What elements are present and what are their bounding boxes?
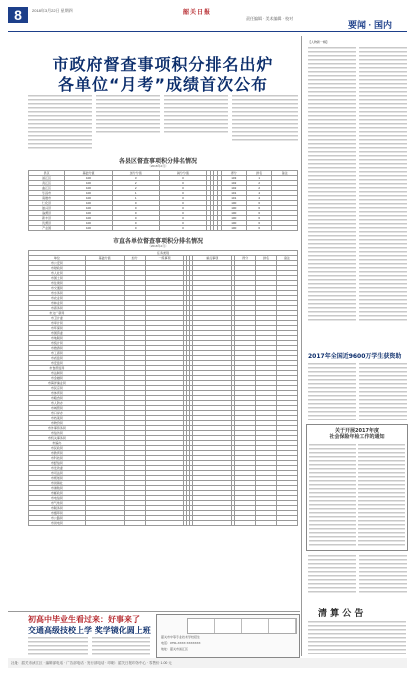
- bottom-headline-1: 初高中毕业生看过来：好事来了: [28, 615, 140, 624]
- ad-line-3: 地址：韶关市浈江区: [161, 647, 189, 651]
- table1-title: 各县区督查事项积分排名情况: [118, 158, 197, 165]
- table-cell: 103: [221, 176, 246, 181]
- table-cell: 产业园: [29, 226, 65, 231]
- table-cell: 100: [65, 206, 112, 211]
- table1-subtitle: （2018年2月）: [147, 164, 169, 168]
- table-cell: [272, 226, 298, 231]
- newspaper-page: [8, 6, 407, 671]
- table2-header-cell: 重点事项: [193, 256, 232, 261]
- unit-name-cell: 市发改委: [29, 466, 86, 471]
- table-cell: 0: [159, 186, 206, 191]
- table-cell: 6: [247, 216, 272, 221]
- table-cell: [235, 521, 256, 526]
- notice-box-title: 关于开展2017年度 社会保险年检工作的通知: [329, 428, 385, 440]
- liquidation-notice-title: 清 算 公 告: [318, 609, 364, 619]
- ad-line-2: 电话：0751-XXXX XXXXXXX: [161, 641, 201, 645]
- notice-box: [306, 424, 408, 551]
- unit-name-cell: 市粮食局: [29, 396, 86, 401]
- table-cell: 0: [159, 221, 206, 226]
- table-cell: 6: [247, 206, 272, 211]
- table-cell: 曲江区: [29, 186, 65, 191]
- column-divider: [301, 36, 302, 656]
- table-cell: 2: [112, 181, 159, 186]
- unit-name-cell: 市供销社: [29, 481, 86, 486]
- unit-name-cell: 市林业局: [29, 301, 86, 306]
- unit-name-cell: 市文广新局: [29, 311, 86, 316]
- right-text-c: [308, 362, 356, 420]
- table-cell: 0: [159, 226, 206, 231]
- table-cell: 101: [221, 191, 246, 196]
- intro-text-2: [96, 94, 160, 134]
- news-headline: 2017年全国近9600万学生获资助: [308, 353, 402, 360]
- unit-name-cell: 市商务局: [29, 306, 86, 311]
- right-text-e: [308, 554, 356, 594]
- unit-name-cell: 市机关事务局: [29, 436, 86, 441]
- table-cell: [85, 521, 124, 526]
- unit-name-cell: 市财政局: [29, 266, 86, 271]
- unit-ranking-table: [28, 250, 298, 526]
- table-cell: 乳源县: [29, 221, 65, 226]
- unit-name-cell: 市人防办: [29, 401, 86, 406]
- section-label: 要闻 · 国内: [348, 20, 392, 30]
- table2-group-header: 任务类别: [29, 251, 298, 256]
- unit-name-cell: 市海洋渔业局: [29, 381, 86, 386]
- unit-name-cell: 市环保局: [29, 326, 86, 331]
- unit-name-cell: 市工商局: [29, 351, 86, 356]
- unit-name-cell: 市电信局: [29, 496, 86, 501]
- table-cell: 0: [159, 206, 206, 211]
- table-cell: 100: [65, 186, 112, 191]
- unit-name-cell: 市水务局: [29, 291, 86, 296]
- unit-name-cell: 市法制局: [29, 371, 86, 376]
- intro-text-3: [164, 94, 228, 134]
- table-cell: 101: [221, 196, 246, 201]
- table-cell: 仁化县: [29, 201, 65, 206]
- unit-name-cell: 市司法局: [29, 471, 86, 476]
- unit-name-cell: 市城管局: [29, 406, 86, 411]
- issue-date: 2018年3月22日 星期四: [32, 8, 73, 13]
- table-cell: 100: [65, 181, 112, 186]
- unit-name-cell: 市旅游局: [29, 346, 86, 351]
- table-cell: 翁源县: [29, 211, 65, 216]
- table1-header-cell: 减分分值: [159, 171, 206, 176]
- unit-name-cell: 市交通局: [29, 286, 86, 291]
- unit-name-cell: 市质监局: [29, 356, 86, 361]
- table-cell: [277, 521, 298, 526]
- ad-line-1: 韶关市中等专业技术学校招生: [161, 635, 201, 639]
- bottom-headline-2: 交通高级技校上学 奖学镜化圆上班: [28, 626, 151, 635]
- unit-name-cell: 市安监局: [29, 361, 86, 366]
- table-cell: 0: [112, 201, 159, 206]
- table1-header-cell: 基础分值: [65, 171, 112, 176]
- table-cell: 6: [247, 211, 272, 216]
- intro-text-4: [232, 94, 298, 142]
- table-cell: 0: [112, 211, 159, 216]
- table2-header-cell: 得分: [235, 256, 256, 261]
- table-cell: 2: [112, 186, 159, 191]
- table-cell: 2: [247, 181, 272, 186]
- school-ad: [156, 614, 300, 658]
- table-row: [29, 521, 298, 526]
- table-cell: 102: [221, 186, 246, 191]
- unit-name-cell: 市公安局: [29, 261, 86, 266]
- unit-name-cell: 市国资委: [29, 331, 86, 336]
- unit-name-cell: 市农业局: [29, 296, 86, 301]
- table1-header-cell: 得分: [221, 171, 246, 176]
- table-cell: 100: [65, 196, 112, 201]
- unit-name-cell: 市审计局: [29, 321, 86, 326]
- notice-text-a: [309, 443, 356, 547]
- table-cell: 6: [247, 221, 272, 226]
- table-cell: 100: [221, 216, 246, 221]
- headline-line-1: 市政府督查事项积分排名出炉: [52, 55, 274, 74]
- table-cell: 0: [112, 221, 159, 226]
- unit-name-cell: 市外事侨务局: [29, 426, 86, 431]
- intro-text-1: [28, 94, 92, 150]
- unit-name-cell: 市规划局: [29, 476, 86, 481]
- headline-line-2: 各单位“月考”成绩首次公布: [57, 75, 269, 94]
- unit-name-cell: 市教育局: [29, 451, 86, 456]
- unit-name-cell: 市烟草局: [29, 511, 86, 516]
- table-cell: 3: [112, 176, 159, 181]
- unit-name-cell: 市住建局: [29, 281, 86, 286]
- table-cell: 0: [159, 196, 206, 201]
- masthead: 韶关日报: [183, 10, 212, 16]
- unit-name-cell: 市食药监局: [29, 366, 86, 371]
- table-cell: 0: [159, 176, 206, 181]
- table-cell: [124, 521, 145, 526]
- table-cell: 6: [247, 201, 272, 206]
- unit-name-cell: 市供电局: [29, 521, 86, 526]
- unit-name-cell: 市体育局: [29, 391, 86, 396]
- right-text-a: [308, 46, 356, 321]
- table2-title: 市直各单位督查事项积分排名情况: [112, 238, 203, 245]
- unit-name-cell: 市港航局: [29, 486, 86, 491]
- table-cell: 100: [65, 226, 112, 231]
- table-cell: 0: [112, 206, 159, 211]
- table1-header-cell: 加分分值: [112, 171, 159, 176]
- table-cell: 100: [65, 191, 112, 196]
- table-cell: 100: [221, 211, 246, 216]
- table-cell: 100: [65, 201, 112, 206]
- unit-name-cell: 市公路局: [29, 516, 86, 521]
- table2-header-cell: 备注: [277, 256, 298, 261]
- page-header: [8, 6, 407, 36]
- table-cell: 100: [65, 221, 112, 226]
- unit-name-cell: 市口岸办: [29, 411, 86, 416]
- unit-name-cell: 市信访局: [29, 431, 86, 436]
- table1-header-cell: 备注: [272, 171, 298, 176]
- unit-name-cell: 市民宗局: [29, 386, 86, 391]
- table-cell: 4: [247, 191, 272, 196]
- table2-header-cell: 加分: [124, 256, 145, 261]
- table-cell: [193, 521, 232, 526]
- table-row: [29, 226, 298, 231]
- right-text-f: [359, 554, 407, 594]
- page-footer: 社址：韶关市浈江区 · 编辑部电话 · 广告部电话 · 发行部电话 · 印刷：韶关日报印务中心 · 零售价 1.00 元: [8, 658, 407, 668]
- table-cell: 1: [112, 191, 159, 196]
- table-cell: 2: [247, 186, 272, 191]
- unit-name-cell: 市卫计委: [29, 316, 86, 321]
- table-cell: 100: [221, 201, 246, 206]
- table-cell: 100: [65, 211, 112, 216]
- bottom-rule: [8, 611, 300, 612]
- table2-header-cell: 一般事项: [145, 256, 184, 261]
- unit-name-cell: 市统计局: [29, 341, 86, 346]
- table-cell: 100: [221, 221, 246, 226]
- table-cell: [145, 521, 184, 526]
- table2-header-cell: 单位: [29, 256, 86, 261]
- unit-name-cell: 市民政局: [29, 446, 86, 451]
- table-cell: 武江区: [29, 181, 65, 186]
- table-cell: 100: [221, 226, 246, 231]
- table-cell: 100: [221, 206, 246, 211]
- unit-name-cell: 市编办: [29, 441, 86, 446]
- table-cell: 浈江区: [29, 176, 65, 181]
- table-cell: 新丰县: [29, 216, 65, 221]
- table-cell: 1: [112, 196, 159, 201]
- table-cell: 6: [247, 226, 272, 231]
- table-cell: 0: [159, 201, 206, 206]
- unit-name-cell: 市人社局: [29, 271, 86, 276]
- unit-name-cell: 市经信局: [29, 461, 86, 466]
- unit-name-cell: 市邮政局: [29, 491, 86, 496]
- table-cell: 始兴县: [29, 206, 65, 211]
- right-text-b: [359, 46, 407, 321]
- table-cell: 南雄市: [29, 196, 65, 201]
- table-cell: [256, 521, 277, 526]
- unit-name-cell: 市科技局: [29, 456, 86, 461]
- table-cell: 0: [112, 216, 159, 221]
- unit-name-cell: 市档案局: [29, 416, 86, 421]
- right-text-d: [359, 362, 407, 420]
- table-cell: 0: [159, 216, 206, 221]
- bottom-text-1: [28, 636, 88, 656]
- table1-header-cell: 排名: [247, 171, 272, 176]
- unit-name-cell: 市气象局: [29, 501, 86, 506]
- table-cell: 0: [159, 191, 206, 196]
- table-cell: 4: [247, 196, 272, 201]
- table1-header-cell: 县区: [29, 171, 65, 176]
- county-ranking-table: [28, 170, 298, 231]
- unit-name-cell: 市国土局: [29, 276, 86, 281]
- editor-meta: 责任编辑 · 美术编辑 · 校对: [246, 16, 294, 21]
- unit-name-cell: 市物价局: [29, 421, 86, 426]
- table-cell: 0: [112, 226, 159, 231]
- table-cell: 0: [159, 181, 206, 186]
- liquidation-text: [308, 620, 406, 654]
- bottom-text-2: [92, 636, 150, 656]
- unit-name-cell: 市金融局: [29, 376, 86, 381]
- header-rule: [8, 31, 407, 32]
- table2-subtitle: （2018年2月）: [147, 244, 169, 248]
- right-subsection-head: 【人物新一辑】: [308, 40, 330, 44]
- unit-name-cell: 市税务局: [29, 506, 86, 511]
- notice-text-b: [358, 443, 405, 547]
- table-cell: 1: [247, 176, 272, 181]
- table-cell: 0: [159, 211, 206, 216]
- table-cell: 100: [65, 176, 112, 181]
- page-number: 8: [8, 7, 28, 23]
- ad-table: [187, 618, 297, 634]
- table-cell: 102: [221, 181, 246, 186]
- unit-name-cell: 市地税局: [29, 336, 86, 341]
- table2-header-cell: 排名: [256, 256, 277, 261]
- table-cell: 100: [65, 216, 112, 221]
- table2-header-cell: 基础分值: [85, 256, 124, 261]
- table-cell: 乐昌市: [29, 191, 65, 196]
